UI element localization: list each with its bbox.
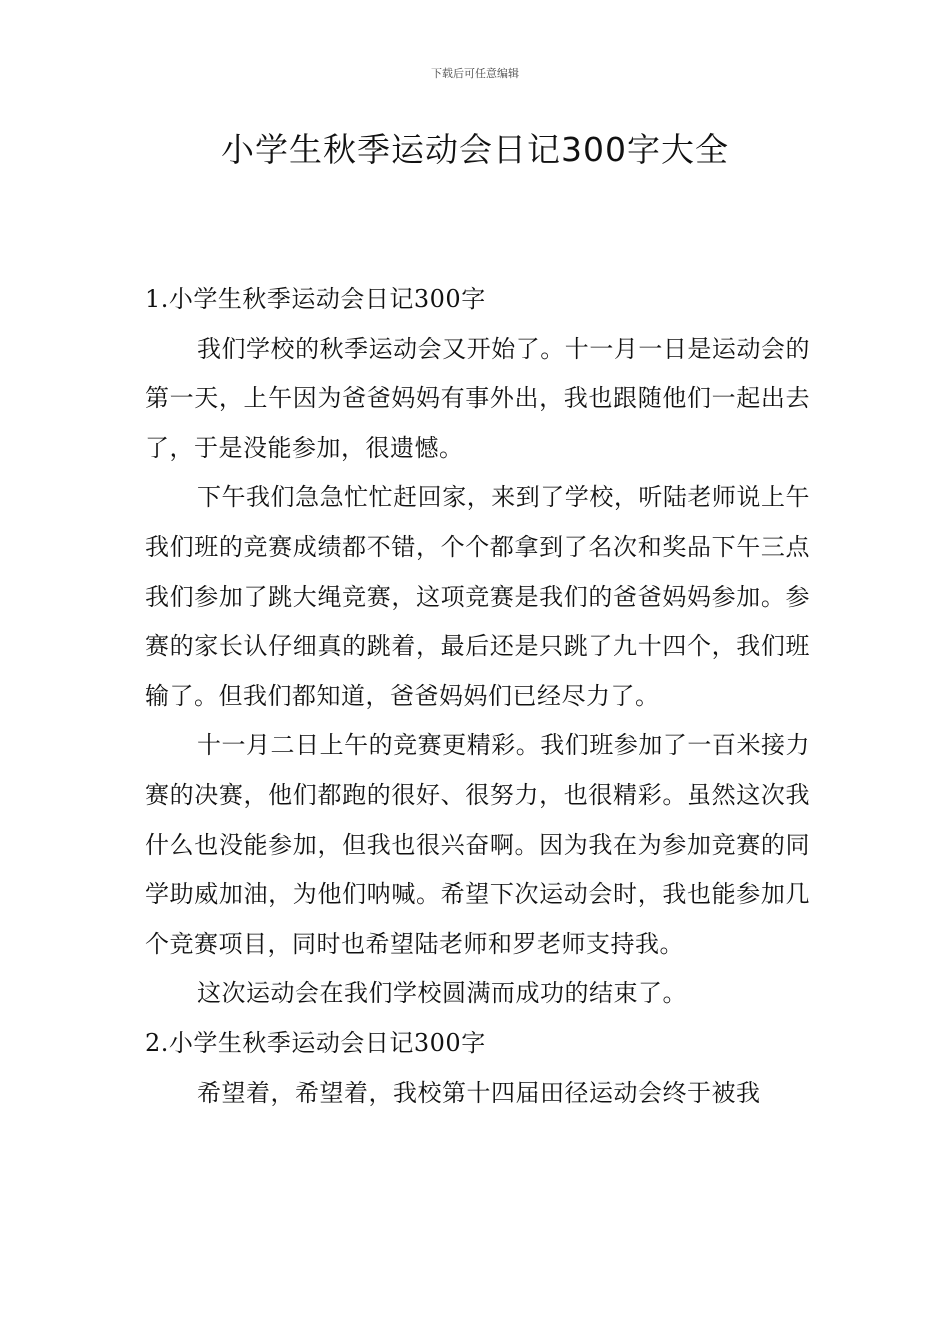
paragraph: 希望着，希望着，我校第十四届田径运动会终于被我 (197, 1078, 761, 1107)
paragraph: 这次运动会在我们学校圆满而成功的结束了。 (197, 979, 687, 1008)
section-heading: 1.小学生秋季运动会日记300字 (145, 285, 486, 313)
document-body (145, 275, 810, 1118)
header-note: 下载后可任意编辑 (431, 67, 519, 80)
paragraph: 下午我们急急忙忙赶回家，来到了学校，听陆老师说上午我们班的竞赛成绩都不错，个个都拿到了名次和奖品下午三点我们参加了跳大绳竞赛，这项竞赛是我们的爸爸妈妈参加。参赛的家长认仔细真的跳着，最后还是只跳了九十四个，我们班输了。但我们都知道，爸爸妈妈们已经尽力了。 (145, 483, 810, 710)
section-heading: 2.小学生秋季运动会日记300字 (145, 1028, 486, 1057)
document-title: 小学生秋季运动会日记300字大全 (221, 130, 729, 169)
paragraph: 我们学校的秋季运动会又开始了。十一月一日是运动会的第一天，上午因为爸爸妈妈有事外出，我也跟随他们一起出去了，于是没能参加，很遗憾。 (145, 334, 810, 462)
paragraph: 十一月二日上午的竞赛更精彩。我们班参加了一百米接力赛的决赛，他们都跑的很好、很努力，也很精彩。虽然这次我什么也没能参加，但我也很兴奋啊。因为我在为参加竞赛的同学助威加油，为他们呐喊。希望下次运动会时，我也能参加几个竞赛项目，同时也希望陆老师和罗老师支持我。 (145, 731, 810, 958)
